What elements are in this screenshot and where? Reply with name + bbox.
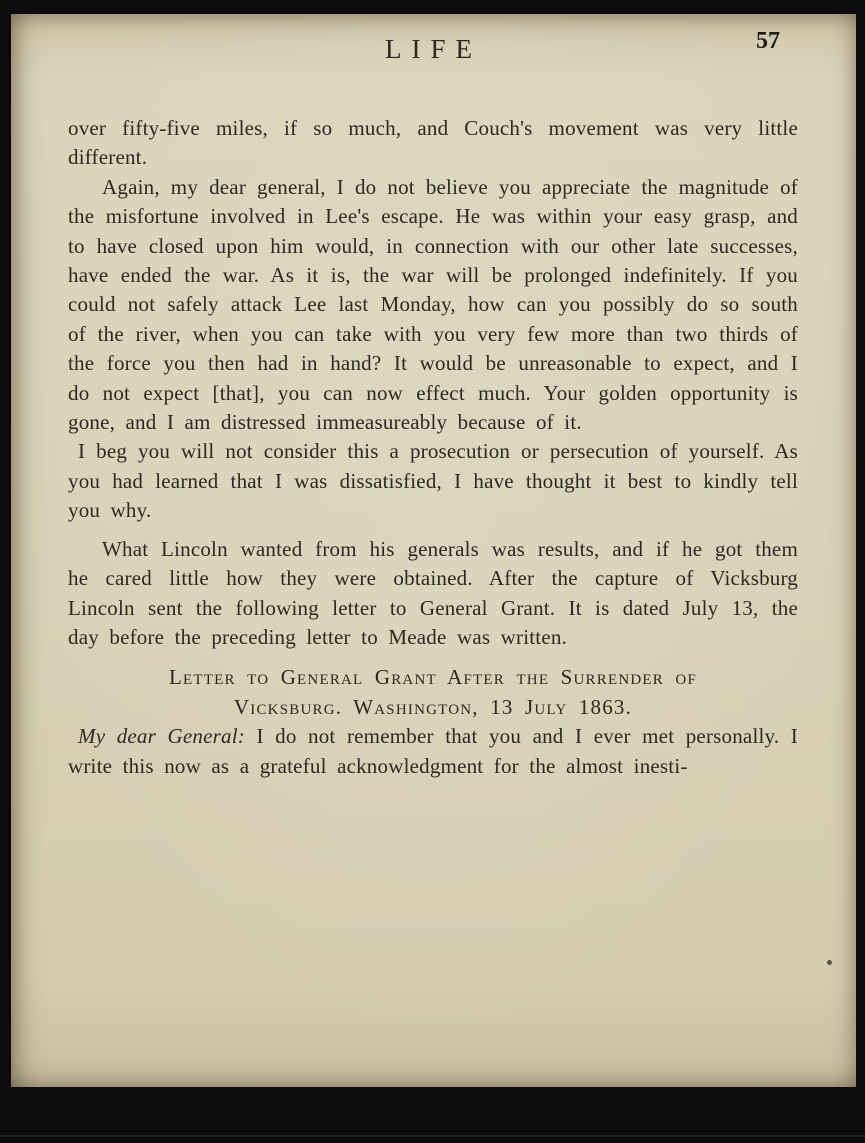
- letter-heading: [68, 662, 798, 722]
- letter-heading-line2: Vicksburg. Washington, 13 July 1863.: [233, 695, 633, 720]
- book-page-paper: [11, 14, 856, 1087]
- letter-heading-line1: Letter to General Grant After the Surrender of: [168, 665, 697, 690]
- paragraph-narrative: What Lincoln wanted from his generals was results, and if he got them he cared little how they were obtained. After the capture of Vicksburg Lincoln sent the following letter to General Grant. It is dated July 13, the day before the preceding letter to Meade was written.: [68, 536, 798, 649]
- running-title: LIFE: [385, 34, 482, 64]
- page-header: [11, 14, 856, 88]
- paragraph-grant-letter: [68, 722, 798, 781]
- letter-salutation: My dear General:: [78, 724, 245, 749]
- paragraph-continuation: over fifty-five miles, if so much, and Couch's movement was very little different.: [68, 116, 798, 170]
- page-body: [11, 114, 856, 781]
- page-number: 57: [756, 28, 780, 54]
- paragraph-letter-to-meade: Again, my dear general, I do not believe you appreciate the magnitude of the misfortune involved in Lee's escape. He was within your easy grasp, and to have closed upon him would, in connection with our other late successes, have ended the war. As it is, the war will be prolonged indefinitely. If you could not safely attack Lee last Monday, how can you possibly do so south of the river, when you can take with you very few more than two thirds of the force you then had in hand? It would be unreasonable to expect, and I do not expect [that], you can now effect much. Your golden opportunity is gone, and I am distressed immeasureably because of it.: [68, 174, 798, 435]
- scan-artifact-speck: [827, 960, 832, 965]
- letter-opening-text: I do not remember that you and I ever met personally. I write this now as a grateful acknowledgment for the almost inesti-: [68, 724, 798, 778]
- paragraph-not-persecution: I beg you will not consider this a prosecution or persecution of yourself. As you had learned that I was dissatisfied, I have thought it best to kindly tell you why.: [68, 439, 798, 523]
